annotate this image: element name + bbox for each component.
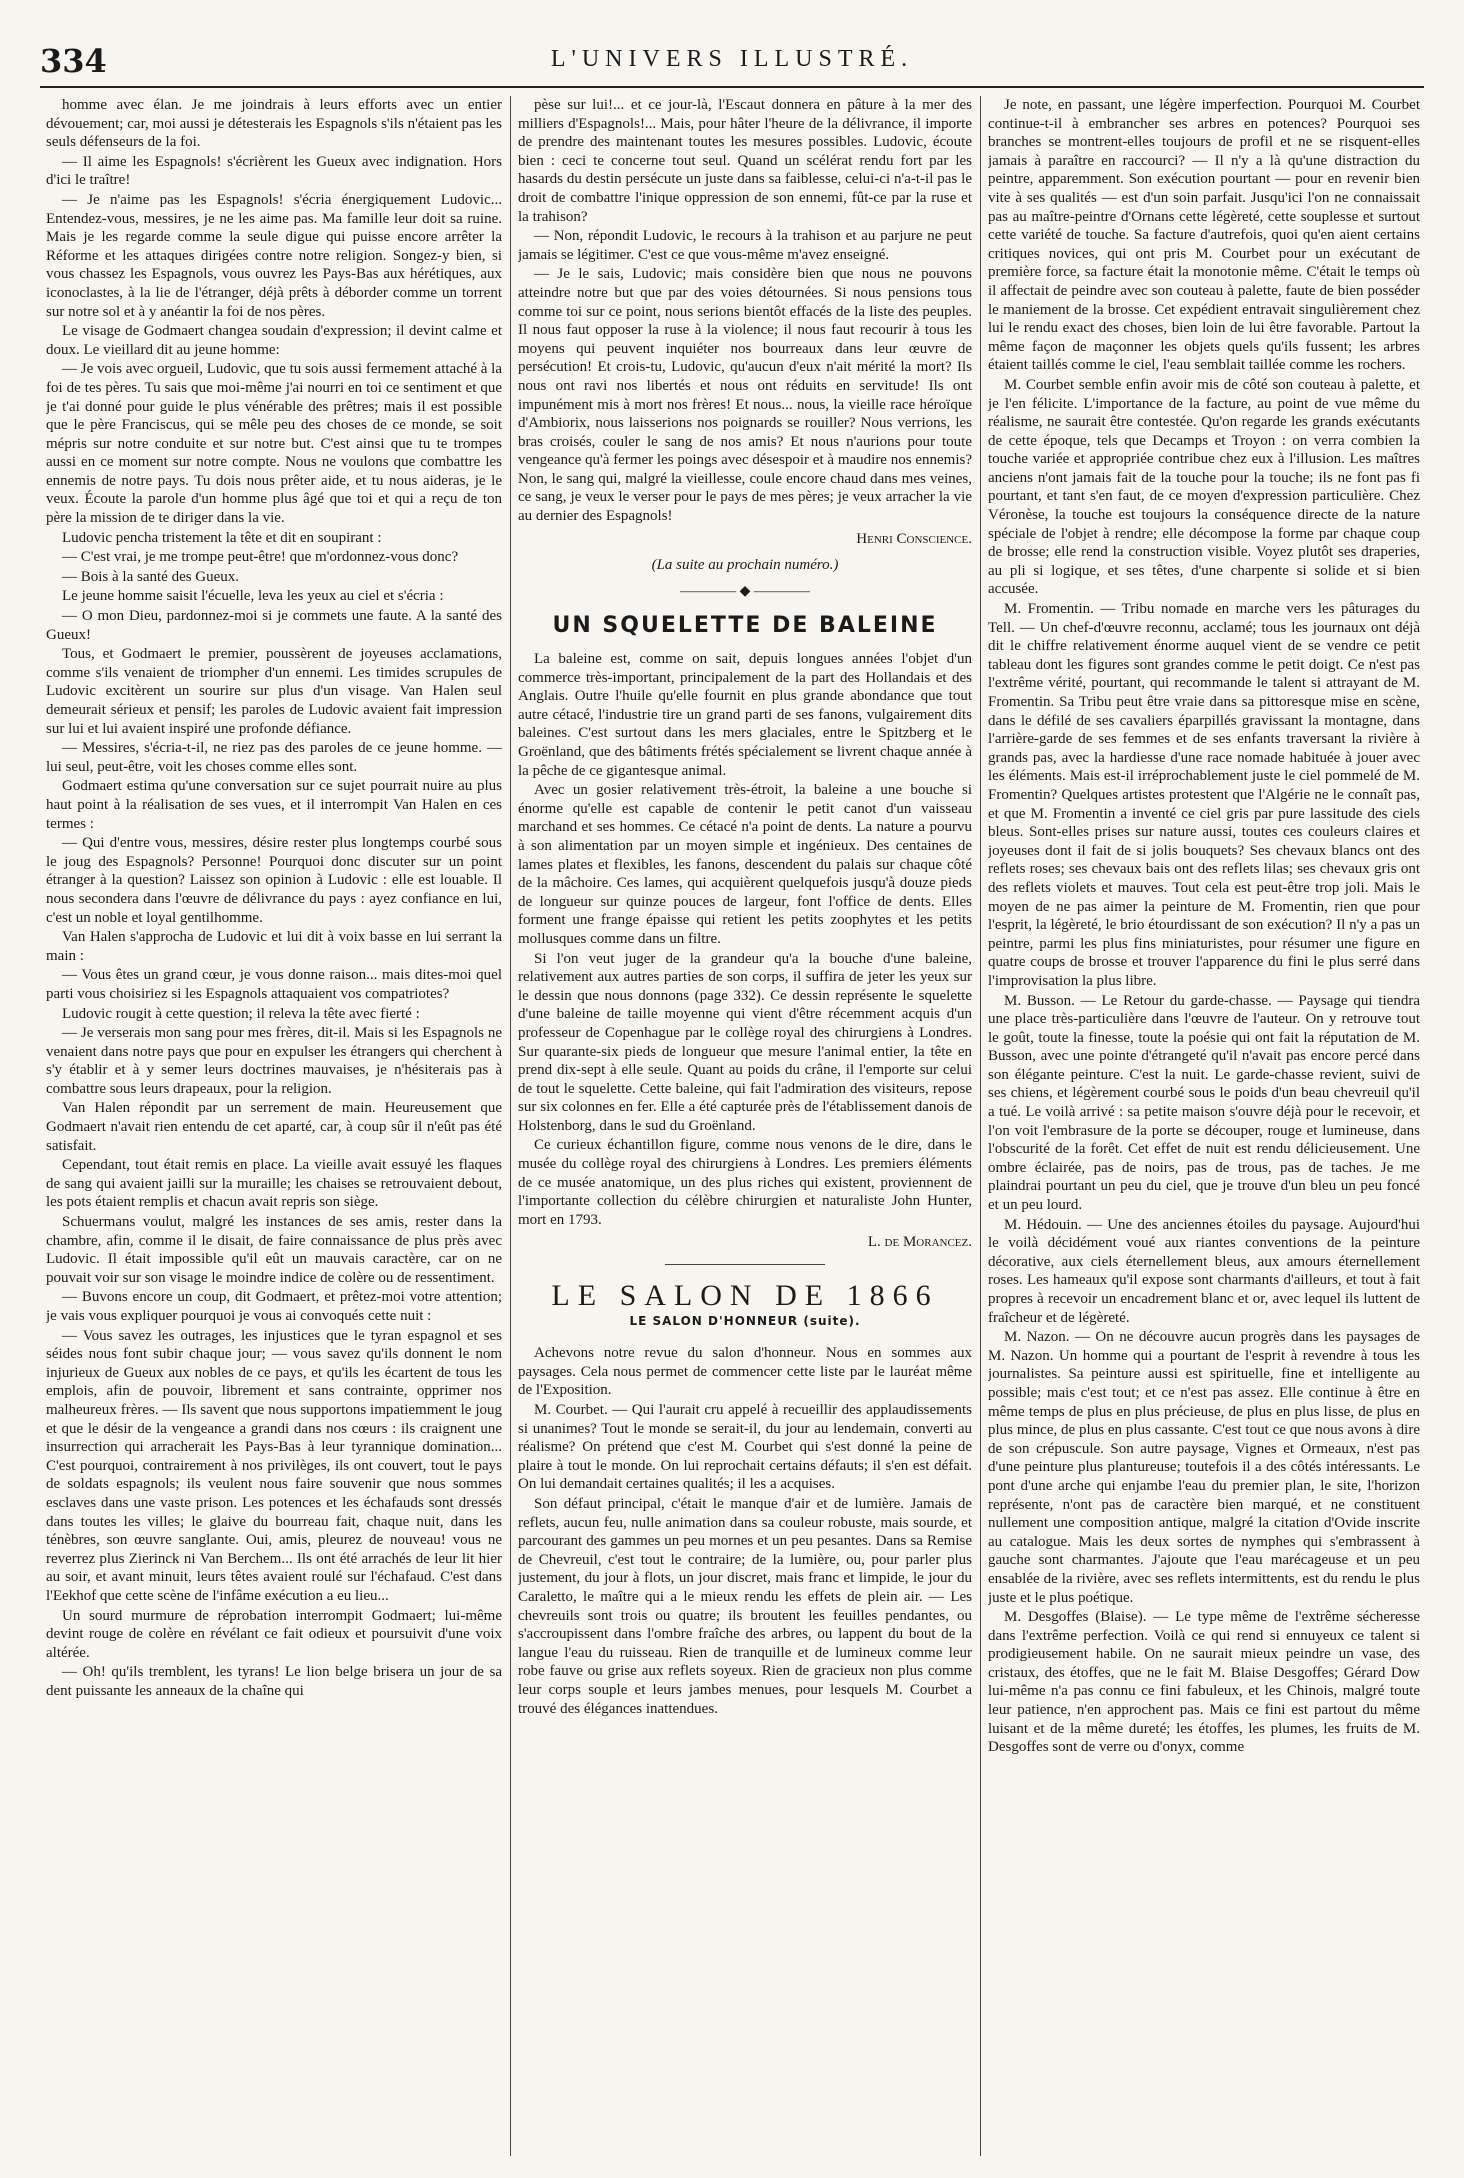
paragraph: pèse sur lui!... et ce jour-là, l'Escaut donnera en pâture à la mer des milliers d'Espagnols!... Mais, pour hâter l'heure de la délivrance, il importe de prendre des maintenant toutes les mesures possibles. Ludovic, écoute bien : ceci te concerne tout seul. Quand un scélérat rendu fort par les hasards du destin persécute un juste dans sa faiblesse, celui-ci n'a-t-il pas le droit de combattre l'inique oppression de son ennemi, fût-ce par la ruse et la trahison? <box>518 97 972 225</box>
ornament-divider: ———— ◆ ———— <box>680 583 810 599</box>
paragraph: — Buvons encore un coup, dit Godmaert, et prêtez-moi votre attention; je vais vous expliquer pourquoi je vous ai convoqués cette nuit : <box>46 1289 502 1324</box>
section-rule <box>665 1264 825 1265</box>
paragraph: M. Courbet. — Qui l'aurait cru appelé à recueillir des applaudissements si unanimes? Tout le monde se serait-il, du jour au lendemain, converti au réalisme? On prétend que c'est M. Courbet qui s'est donné la peine de plaire à tout le monde. On lui reprochait certains défauts; il s'en est défait. On lui demandait certaines qualités; il les a acquises. <box>518 1402 972 1493</box>
paragraph: Un sourd murmure de réprobation interrompit Godmaert; lui-même devint rouge de colère en révélant ce fait odieux et poursuivit d'une voix altérée. <box>46 1607 502 1661</box>
paragraph: M. Nazon. — On ne découvre aucun progrès dans les paysages de M. Nazon. Un homme qui a pourtant de l'esprit à revendre à tous les journalistes. Sa peinture aussi est spirituelle, fine et intelligente au possible; mais c'est tout; et ce n'est pas assez. Elle continue à être en même temps de plus en plus précieuse, de plus en plus lisse, de plus en plus mince, de plus en plus cassante. C'est tout ce que nous avons à dire de son crépuscule. Son autre paysage, Vignes et Ormeaux, n'est pas d'une peinture plus plantureuse; toutefois il a des côtés intéressants. Le pont d'une arche qui enjambe l'eau du premier plan, le site, l'horizon représente, n'ont pas de caractère bien marqué, et ne constituent nullement une composition antique, malgré la citation d'Ovide inscrite au catalogue. Mais les deux sortes de nymphes qui s'embrassent à gauche sont charmantes. J'ajoute que l'eau marécageuse et un peu ensablée de la rivière, avec ses reflets intermittents, est du rendu le plus juste et le plus poétique. <box>988 1329 1420 1606</box>
column-divider <box>980 96 981 2156</box>
column-divider <box>510 96 511 2156</box>
paragraph: — Il aime les Espagnols! s'écrièrent les Gueux avec indignation. Hors d'ici le traître! <box>46 153 502 189</box>
paragraph: — Je verserais mon sang pour mes frères, dit-il. Mais si les Espagnols ne venaient dans notre pays que pour en expulser les étrangers qui cherchent à s'y établir et à y semer leurs doctrines mauvaises, je n'hésiterais pas à combattre sous leurs drapeaux, pour la religion. <box>46 1025 502 1097</box>
paragraph: — Oh! qu'ils tremblent, les tyrans! Le lion belge brisera un jour de sa dent puissante les anneaux de la chaîne qui <box>46 1664 502 1699</box>
paragraph: Achevons notre revue du salon d'honneur. Nous en sommes aux paysages. Cela nous permet de commencer cette liste par le lauréat même de l'Exposition. <box>518 1345 972 1399</box>
column-3 <box>988 96 1420 2156</box>
paragraph: M. Busson. — Le Retour du garde-chasse. — Paysage qui tiendra une place très-particulière dans l'œuvre de l'auteur. On y retrouve tout le goût, toute la finesse, toute la poésie qui ont fait la réputation de M. Busson, avec une pointe d'étrangeté qu'il n'avait pas encore percé dans son élégante peinture. C'est la nuit. Le garde-chasse revient, suivi de ses chiens, et légèrement courbé sous le poids d'un beau chevreuil qu'il a tué. Le voilà arrivé : sa petite maison s'ouvre déjà pour le recevoir, et l'on voit l'embrasure de la porte se découper, rouge et lumineuse, dans l'obscurité de la forêt. Cet effet de nuit est rendu délicieusement. Une ombre éclairée, pas de noirs, pas de trous, pas de taches. Je me plaindrai pourtant un peu du ciel, que je trouve d'un bleu un peu foncé et un peu lourd. <box>988 992 1420 1214</box>
author-signature: L. de Morancez. <box>867 1234 972 1251</box>
paragraph: — Je vois avec orgueil, Ludovic, que tu sois aussi fermement attaché à la foi de tes pères. Tu sais que moi-même j'ai nourri en toi ce sentiment et que je t'ai donné pour guide le plus vénérable des prêtres; mais il est possible que le père Franciscus, qui se mêle peu des choses de ce monde, se soit mépris sur notre conduite et sur notre but. C'est ainsi que tu te trompes aussi en ce moment sur notre compte. Nous ne voulons que combattre les ennemis de notre pays. Tu dois nous prêter aide, et tu nous aideras, je le veux. Écoute la parole d'un homme plus âgé que toi et qui a reçu de ton père la mission de te diriger dans la vie. <box>46 361 502 527</box>
paragraph: Avec un gosier relativement très-étroit, la baleine a une bouche si énorme qu'elle est capable de contenir le petit canot d'un vaisseau marchand et ses hommes. Ce cétacé n'a point de dents. La nature a pourvu à son alimentation par un moyen simple et ingénieux. Des centaines de lames plates et flexibles, les fanons, descendent du palais sur chaque côté de la mâchoire. Ces lames, qui acquièrent quelquefois jusqu'à douze pieds de longueur sur quinze pouces de largeur, font l'office de dents. Elles forment une frange épaisse qui retient les petits zoophytes et les petits mollusques comme dans un filtre. <box>518 782 972 947</box>
paragraph: homme avec élan. Je me joindrais à leurs efforts avec un entier dévouement; car, moi aussi je détesterais les Espagnols s'ils n'étaient pas les seuls défenseurs de la foi. <box>46 97 502 151</box>
paragraph: Le jeune homme saisit l'écuelle, leva les yeux au ciel et s'écria : <box>62 588 444 605</box>
continuation-note: (La suite au prochain numéro.) <box>651 557 839 574</box>
paragraph: Schuermans voulut, malgré les instances de ses amis, rester dans la chambre, afin, comme il le disait, de faire connaissance de plus près avec Ludovic. Il était impossible qu'il eût un mauvais caractère, car on ne pouvait voir sur son visage le moindre indice de colère ou de ressentiment. <box>46 1214 502 1286</box>
paragraph: — Messires, s'écria-t-il, ne riez pas des paroles de ce jeune homme. — lui seul, peut-être, voit les choses comme elles sont. <box>46 740 502 775</box>
paragraph: M. Fromentin. — Tribu nomade en marche vers les pâturages du Tell. — Un chef-d'œuvre reconnu, acclamé; tous les journaux ont déjà dit le chiffre relativement énorme auquel vient de se vendre ce petit tableau dont les figures sont grandes comme le petit doigt. Ce n'est pas l'extrême vérité, pourtant, qui recommande le talent si attrayant de M. Fromentin. Sa Tribu peut être vraie dans sa pittoresque mise en scène, dans le défilé de ses cavaliers éparpillés gravissant la montagne, dans l'arrière-garde de ses femmes et de ses enfants traversant la rivière à grands pas, avec la hardiesse d'une race nomade habituée à jouer avec les éléments. Mais est-il irréprochablement juste le ciel pommelé de M. Fromentin? Quelques artistes protestent que l'Algérie ne le connaît pas, et que M. Fromentin a inventé ce ciel gris par pure lassitude des ciels bleus. Sont-elles prises sur nature aussi, toutes ces couleurs claires et joyeuses dont il fait de si jolis bouquets? Ses chevaux blancs ont des reflets roses; ses chevaux bais ont des reflets lilas; ses chevaux gris ont des reflets violets et mauves. Tout cela est peut-être trop joli. Mais le moyen de ne pas aimer la peinture de M. Fromentin, rien que pour l'esprit, la légèreté, le brio étourdissant de son exécution? Il n'y a pas un peintre, parmi les plus fins miniaturistes, pour résumer une figure en quatre coups de brosse et trouver l'apparence du fini le plus serré dans l'improvisation la plus libre. <box>988 601 1420 989</box>
paragraph: — O mon Dieu, pardonnez-moi si je commets une faute. A la santé des Gueux! <box>46 608 502 643</box>
column-1 <box>46 96 502 2156</box>
author-signature: Henri Conscience. <box>856 530 972 547</box>
running-title: L'UNIVERS ILLUSTRÉ. <box>550 46 914 72</box>
paragraph: Son défaut principal, c'était le manque d'air et de lumière. Jamais de reflets, aucun feu, nulle animation dans sa couleur robuste, mais sourde, et parcourant des gammes un peu mornes et un peu pesantes. Dans sa Remise de Chevreuil, c'est tout le contraire; de la lumière, ou, pour parler plus justement, du jour à flots, un jour discret, mais franc et limpide, le jour du Caraletto, le maître qui a le mieux rendu les effets de plein air. — Les chevreuils sont trois ou quatre; ils broutent les feuilles pendantes, ou s'accroupissent dans l'ombre fraîche des arbres, ou lappent du bout de la langue l'eau du ruisseau. Rien de tranquille et de lumineux comme leur robe fauve ou grise aux reflets soyeux. Rien de gracieux non plus comme leur corps souple et leurs jambes menues, pour lesquels M. Courbet a trouvé des élégances inattendues. <box>518 1495 972 1717</box>
paragraph: Le visage de Godmaert changea soudain d'expression; il devint calme et doux. Le vieillard dit au jeune homme: <box>46 323 502 358</box>
paragraph: Ludovic pencha tristement la tête et dit en soupirant : <box>62 529 382 546</box>
paragraph: Van Halen répondit par un serrement de main. Heureusement que Godmaert n'avait rien entendu de cet aparté, car, à coup sûr il n'eût pas été satisfait. <box>46 1100 502 1154</box>
paragraph: — Qui d'entre vous, messires, désire rester plus longtemps courbé sous le joug des Espagnols? Personne! Pourquoi donc discuter sur un point étranger à la question? Laissez son opinion à Ludovic : elle est louable. Il nous secondera dans l'œuvre de délivrance du pays : ayez confiance en lui, c'est un noble et loyal gentilhomme. <box>46 835 502 926</box>
article-title-salon: LE SALON DE 1866 <box>551 1279 939 1313</box>
paragraph: — Vous êtes un grand cœur, je vous donne raison... mais dites-moi quel parti vous choisiriez si les Espagnols attaquaient vos compatriotes? <box>46 967 502 1002</box>
paragraph: Si l'on veut juger de la grandeur qu'a la bouche d'une baleine, relativement aux autres parties de son corps, il suffira de jeter les yeux sur le dessin que nous donnons (page 332). Ce dessin représente le squelette d'une baleine de taille moyenne qui vient d'être récemment acquis d'un professeur de Copenhague par le collège royal des chirurgiens à Londres. Sur quarante-six pieds de longueur que mesure l'animal entier, la tête en prend dix-sept à elle seule. Quant au poids du crâne, il l'emporte sur celui de tout le squelette. Cette baleine, qui fait l'admiration des visiteurs, repose sur six colonnes en fer. Elle a été capturée près de l'établissement danois de Holstenborg, dans le sud du Groënland. <box>518 950 972 1134</box>
paragraph: M. Courbet semble enfin avoir mis de côté son couteau à palette, et je l'en félicite. L'importance de la facture, au point de vue même du réalisme, ne saurait être contestée. Qu'on regarde les grands exécutants de cette époque, tels que Decamps et Troyon : on verra combien la touche variée et appropriée contribue chez eux à l'illusion. Les maîtres anciens n'ont jamais fait de la touche pour la touche; ils ne font pas fi pourtant, et tant s'en faut, de ce moyen d'expression particulière. Chez Véronèse, la touche est toujours la conséquence directe de la nature spéciale de l'objet à rendre; elle décompose la forme par chaque coup de brosse; elle rend la construction visible. Voyez plutôt ses draperies, au pli si logique, et ses têtes, d'une charpente si solide et si bien accusée. <box>988 376 1420 598</box>
header-rule <box>40 86 1424 88</box>
page-number: 334 <box>40 42 107 80</box>
paragraph: La baleine est, comme on sait, depuis longues années l'objet d'un commerce très-important, principalement de la part des Hollandais et des Anglais. Outre l'huile qu'elle fournit en plus grande abondance que tout autre cétacé, l'industrie tire un grand parti de ses fanons, vulgairement dits baleines. C'est surtout dans les mers glaciales, entre le Spitzberg et le Groënland, que des bâtiments frétés spécialement se livrent chaque année à la pêche de ce gigantesque animal. <box>518 651 972 779</box>
paragraph: — Non, répondit Ludovic, le recours à la trahison et au parjure ne peut jamais se légitimer. C'est ce que vous-même m'avez enseigné. <box>518 228 972 263</box>
paragraph: — Je le sais, Ludovic; mais considère bien que nous ne pouvons atteindre notre but que par des voies détournées. Si nous pensions tous comme toi sur ce point, nous serions bientôt effacés de la liste des peuples. Il nous faut opposer la ruse à la violence; il nous faut recourir à tous les moyens qui peuvent inquiéter nos bourreaux dans leur œuvre de persécution! Et crois-tu, Ludovic, qu'aucun d'eux n'ait mérité la mort? Ils nous ont ravi nos libertés et nous ont réduits en servitude! Ils ont impunément mis à mort nos frères! Et nous... nous, la vieille race héroïque d'Ambiorix, nous laisserions nos poignards se rouiller? Nous verrions, les bras croisés, couler le sang de nos amis? Et nous n'aurions pour toute vengeance qu'à fermer les poings avec désespoir et à maudire nos ennemis? Non, le sang qui, malgré la vieillesse, coule encore chaud dans mes veines, ce sang, je veux le verser pour le pays de mes pères; je veux arracher la vie au dernier des Espagnols! <box>518 266 972 525</box>
paragraph: — C'est vrai, je me trompe peut-être! que m'ordonnez-vous donc? <box>62 549 459 566</box>
column-2 <box>518 96 972 2156</box>
paragraph: M. Hédouin. — Une des anciennes étoiles du paysage. Aujourd'hui le voilà décidément voué aux riantes conventions de la peinture décorative, aux ciels éternellement bleus, aux amours éternellement roses. Les hameaux qu'il expose sont charmants d'ailleurs, et tout à fait propres à recevoir un encadrement blanc et or, avec lequel ils luttent de fraîcheur et de légèreté. <box>988 1216 1420 1326</box>
paragraph: Cependant, tout était remis en place. La vieille avait essuyé les flaques de sang qui avaient jailli sur la muraille; les chaises se retrouvaient debout, les pots étaient remplis et chacun avait repris son siège. <box>46 1157 502 1211</box>
paragraph: Je note, en passant, une légère imperfection. Pourquoi M. Courbet continue-t-il à embrancher ses arbres en potences? Pourquoi ses branches se montrent-elles toujours de profil et ne se risquent-elles jamais à paraître en raccourci? — Il n'y a là qu'une distraction du peintre, apparemment. Son exécution pourtant — pour en revenir bien vite à ses qualités — est d'un soin parfait. Jusqu'ici l'on ne connaissait pas au maître-peintre d'Ornans cette légèreté, cette souplesse et surtout cette variété de touche. Sa facture d'autrefois, quoi qu'en aient certains critiques novices, qui ont pris M. Courbet pour un exécutant de première force, sa facture était la monotonie même. C'était le temps où il affectait de peindre avec son couteau à palette, faute de bien posséder le maniement de la brosse. Cet expédient entravait singulièrement chez lui le rendu exact des choses, bien loin de lui être favorable. Partout la même façon de maçonner les objets quels qu'ils fussent; les arbres étaient taillés comme le ciel, l'eau semblait taillée comme les rochers. <box>988 97 1420 374</box>
paragraph: Tous, et Godmaert le premier, poussèrent de joyeuses acclamations, comme s'ils venaient de triompher d'un ennemi. Les timides scrupules de Ludovic excitèrent un sourire sur plus d'un visage. Van Halen seul demeurait sérieux et pensif; les paroles de Ludovic avaient fait impression sur lui et lui avaient inspiré une profonde défiance. <box>46 646 502 737</box>
paragraph: — Bois à la santé des Gueux. <box>62 568 240 585</box>
paragraph: M. Desgoffes (Blaise). — Le type même de l'extrême sécheresse dans l'extrême perfection. Voilà ce qui rend si ennuyeux ce talent si prodigieusement habile. On ne saurait mieux peindre un vase, des cristaux, des étoffes, que ne le fait M. Blaise Desgoffes; Gérard Dow lui-même n'a pas connu ce fini fabuleux, et les Chinois, malgré toute leur patience, n'en approchent pas. Mais ce fini est partout du même luisant et de la même dureté; les étoffes, les plumes, les fruits de M. Desgoffes sont de verre ou d'onyx, comme <box>988 1609 1420 1756</box>
article-subtitle: LE SALON D'HONNEUR (suite). <box>629 1313 861 1328</box>
paragraph: — Je n'aime pas les Espagnols! s'écria énergiquement Ludovic... Entendez-vous, messires, je ne les aime pas. Ma famille leur doit sa ruine. Mais je les regarde comme la seule digue qui puisse encore arrêter la Réforme et les attaques dirigées contre notre religion. Songez-y bien, si vous chassez les Espagnols, vous ouvrez les Pays-Bas aux hérétiques, aux iconoclastes, à la lie de l'étranger, déjà prêts à déborder comme un torrent sur notre sol et à y anéantir la foi de nos pères. <box>46 191 502 320</box>
article-title-whale: UN SQUELETTE DE BALEINE <box>552 613 938 639</box>
paragraph: Godmaert estima qu'une conversation sur ce sujet pourrait nuire au plus haut point à la réalisation de ses vues, et il interrompit Van Halen en ces termes : <box>46 778 502 832</box>
paragraph: — Vous savez les outrages, les injustices que le tyran espagnol et ses séides nous font subir chaque jour; — vous savez qu'ils donnent le nom injurieux de Gueux aux nobles de ce pays, et qu'ils les écartent de tous les emplois, afin de pouvoir, librement et sans contrainte, opprimer nos malheureux frères. — Ils savent que nous supportons impatiemment le joug et que le désir de la vengeance a grandi dans nos cœurs : ils craignent une insurrection qui arracherait les Pays-Bas à leur tyrannique domination... C'est pourquoi, contrairement à nos privilèges, ils ont couvert, tout le pays de soldats espagnols; ils veulent nous faire souvenir que nous sommes esclaves dans une vaste prison. Les potences et les échafauds sont dressés dans toutes les villes; le glaive du bourreau fait, chaque nuit, dans les ténèbres, son œuvre sanglante. Oui, amis, pleurez de nouveau! vous ne reverrez plus Zierinck ni Van Berchem... Ils ont été arrachés de leur lit hier au soir, et avant minuit, leurs têtes avaient roulé sur l'échafaud. C'est dans l'Eekhof que cette scène de l'infâme exécution a eu lieu... <box>46 1327 502 1604</box>
paragraph: Van Halen s'approcha de Ludovic et lui dit à voix basse en lui serrant la main : <box>46 929 502 964</box>
paragraph: Ce curieux échantillon figure, comme nous venons de le dire, dans le musée du collège royal des chirurgiens à Londres. Les premiers éléments de ce musée anatomique, un des plus riches qui existent, proviennent de l'importante collection du célèbre chirurgien et naturaliste John Hunter, mort en 1793. <box>518 1137 972 1228</box>
paragraph: Ludovic rougit à cette question; il releva la tête avec fierté : <box>62 1005 420 1022</box>
